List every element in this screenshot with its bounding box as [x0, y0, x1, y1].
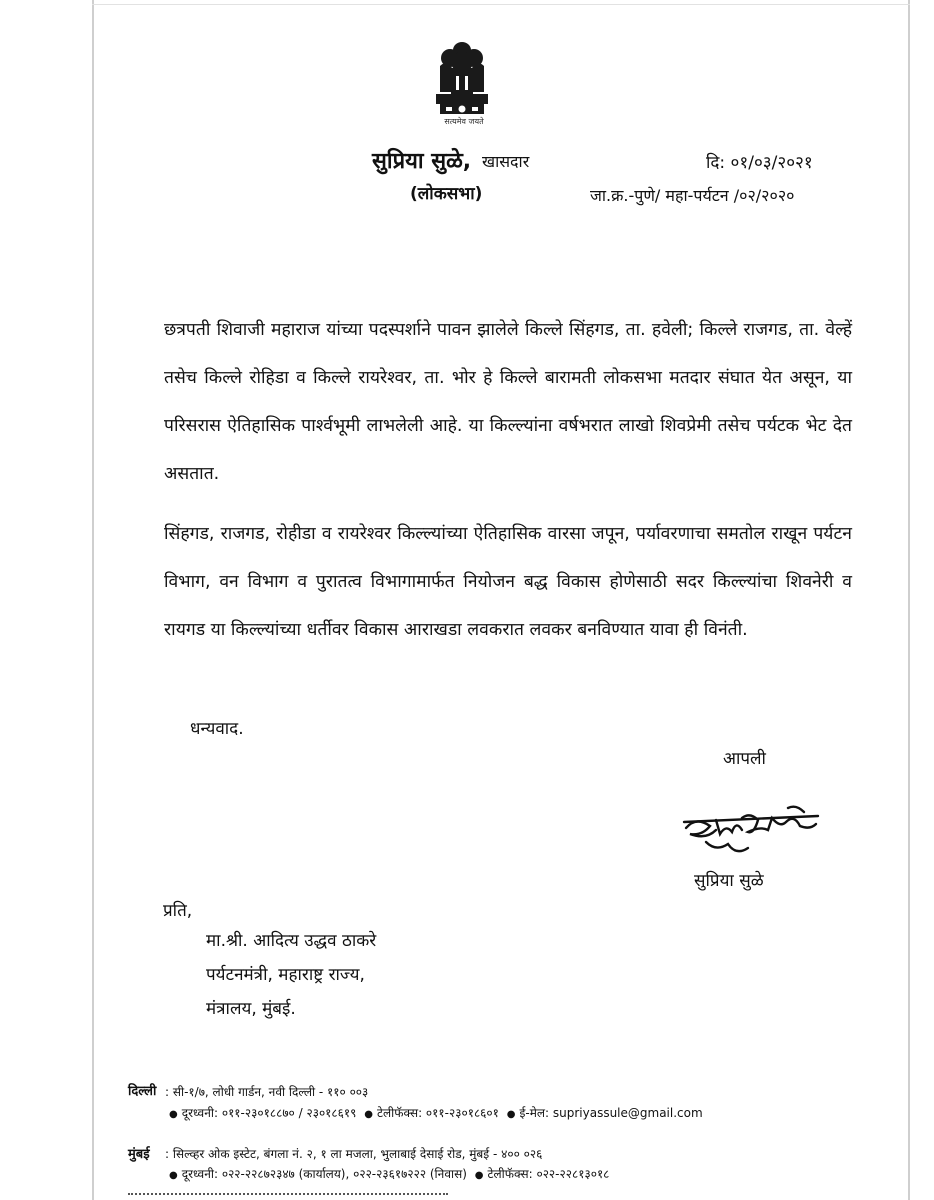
page-border-left: [92, 0, 94, 1200]
footer-delhi-address: : सी-१/७, लोधी गार्डन, नवी दिल्ली - ११० ००३: [165, 1085, 369, 1099]
recipient-line: पर्यटनमंत्री, महाराष्ट्र राज्य,: [206, 965, 365, 985]
recipient-line: मंत्रालय, मुंबई.: [206, 999, 296, 1019]
mumbai-fax: टेलीफॅक्स: ०२२-२२८१३०१८: [487, 1167, 610, 1181]
delhi-email-label: ई-मेल:: [519, 1106, 550, 1120]
bullet-icon: ●: [169, 1170, 178, 1181]
delhi-fax: टेलीफॅक्स: ०११-२३०१८६०१: [376, 1106, 499, 1120]
thanks-line: धन्यवाद.: [190, 719, 244, 739]
body-paragraph-1: छत्रपती शिवाजी महाराज यांच्या पदस्पर्शाने पावन झालेले किल्ले सिंहगड, ता. हवेली; किल्ले राजगड, ता. वेल्हें तसेच किल्ले रोहिडा व किल्ले रायरेश्वर, ता. भोर हे किल्ले बारामती लोकसभा मतदार संघात येत असून, या परिसरास ऐतिहासिक पार्श्वभूमी लाभलेली आहे. या किल्ल्यांना वर्षभरात लाखो शिवप्रेमी तसेच पर्यटक भेट देत असतात.: [164, 320, 852, 484]
bullet-icon: ●: [364, 1109, 373, 1120]
closing-yours: आपली: [723, 749, 766, 769]
page-border-top: [92, 4, 910, 5]
footer-mumbai-contacts: [165, 1165, 609, 1182]
bullet-icon: ●: [506, 1109, 516, 1120]
cut-off-footer-line: [128, 1193, 448, 1199]
signer-name: सुप्रिया सुळे: [694, 871, 764, 891]
delhi-email[interactable]: supriyassule@gmail.com: [552, 1106, 703, 1120]
letter-date: दि: ०१/०३/२०२१: [706, 153, 813, 173]
sender-name: सुप्रिया सुळे,: [372, 149, 472, 174]
bullet-icon: ●: [474, 1170, 484, 1181]
sender-title: खासदार: [482, 152, 530, 171]
recipient-line: मा.श्री. आदित्य उद्धव ठाकरे: [206, 931, 377, 951]
footer-city-mumbai: मुंबई: [128, 1147, 150, 1162]
sender-house: (लोकसभा): [410, 184, 483, 204]
footer-delhi-contacts: [165, 1104, 703, 1121]
delhi-phone: दूरध्वनी: ०११-२३०१८८७० / २३०१८६१९: [181, 1106, 357, 1120]
handwritten-signature: [676, 790, 826, 862]
mumbai-phone: दूरध्वनी: ०२२-२२८७२३४७ (कार्यालय), ०२२-२३६१७२२२ (निवास): [181, 1167, 467, 1181]
recipient-label: प्रति,: [163, 901, 193, 921]
body-paragraph-2: सिंहगड, राजगड, रोहीडा व रायरेश्वर किल्ल्यांच्या ऐतिहासिक वारसा जपून, पर्यावरणाचा समतोल राखून पर्यटन विभाग, वन विभाग व पुरातत्व विभागामार्फत नियोजन बद्ध विकास होणेसाठी सदर किल्ल्यांचा शिवनेरी व रायगड या किल्ल्यांच्या धर्तीवर विकास आराखडा लवकरात लवकर बनविण्यात यावा ही विनंती.: [164, 524, 852, 640]
page-border-right: [908, 0, 910, 1200]
emblem-caption: सत्यमेव जयते: [444, 117, 484, 126]
reference-number: जा.क्र.-पुणे/ महा-पर्यटन /०२/२०२०: [590, 186, 795, 205]
bullet-icon: ●: [169, 1109, 178, 1120]
footer-city-delhi: दिल्ली: [128, 1084, 157, 1099]
footer-mumbai-address: : सिल्व्हर ओक इस्टेट, बंगला नं. २, १ ला मजला, भुलाबाई देसाई रोड, मुंबई - ४०० ०२६: [165, 1147, 543, 1161]
